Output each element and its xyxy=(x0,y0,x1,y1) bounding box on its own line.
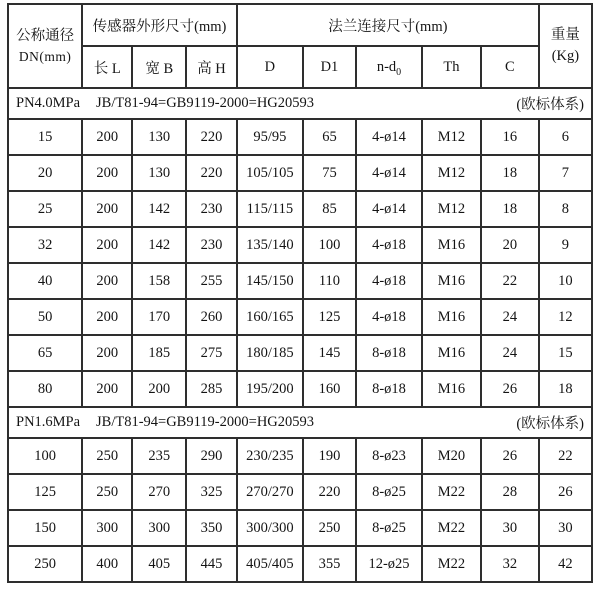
cell-weight-kg: 18 xyxy=(539,371,592,407)
cell-D1: 145 xyxy=(303,335,356,371)
cell-C: 22 xyxy=(481,263,539,299)
cell-C: 24 xyxy=(481,299,539,335)
cell-width-B: 142 xyxy=(132,191,186,227)
data-row xyxy=(8,191,592,227)
cell-Th: M22 xyxy=(422,510,481,546)
cell-height-H: 220 xyxy=(186,119,237,155)
header-height-H: 高 H xyxy=(186,46,237,88)
cell-D1: 65 xyxy=(303,119,356,155)
cell-weight-kg: 15 xyxy=(539,335,592,371)
cell-weight-kg: 8 xyxy=(539,191,592,227)
standard-system-note: (欧标体系) xyxy=(516,416,584,432)
cell-length-L: 200 xyxy=(82,227,132,263)
cell-width-B: 185 xyxy=(132,335,186,371)
cell-D1: 355 xyxy=(303,546,356,582)
cell-C: 28 xyxy=(481,474,539,510)
cell-dn: 150 xyxy=(8,510,82,546)
cell-weight-kg: 9 xyxy=(539,227,592,263)
section-header-cell xyxy=(8,407,592,438)
data-row xyxy=(8,371,592,407)
cell-weight-kg: 10 xyxy=(539,263,592,299)
cell-height-H: 445 xyxy=(186,546,237,582)
header-weight xyxy=(539,4,592,88)
cell-width-B: 130 xyxy=(132,119,186,155)
cell-dn: 40 xyxy=(8,263,82,299)
cell-C: 16 xyxy=(481,119,539,155)
cell-D: 145/150 xyxy=(237,263,303,299)
cell-n-d0: 4-ø14 xyxy=(356,155,422,191)
cell-width-B: 405 xyxy=(132,546,186,582)
data-row xyxy=(8,299,592,335)
cell-weight-kg: 6 xyxy=(539,119,592,155)
cell-n-d0: 4-ø14 xyxy=(356,191,422,227)
cell-Th: M22 xyxy=(422,474,481,510)
data-row xyxy=(8,227,592,263)
cell-height-H: 255 xyxy=(186,263,237,299)
cell-dn: 25 xyxy=(8,191,82,227)
cell-D1: 220 xyxy=(303,474,356,510)
cell-length-L: 250 xyxy=(82,438,132,474)
header-C: C xyxy=(481,46,539,88)
cell-dn: 32 xyxy=(8,227,82,263)
cell-Th: M16 xyxy=(422,299,481,335)
cell-C: 26 xyxy=(481,438,539,474)
cell-D: 230/235 xyxy=(237,438,303,474)
header-row-groups xyxy=(8,4,592,46)
header-n-d0: $n-d_0$ xyxy=(356,46,422,88)
cell-Th: M20 xyxy=(422,438,481,474)
cell-D: 180/185 xyxy=(237,335,303,371)
data-row xyxy=(8,438,592,474)
cell-C: 18 xyxy=(481,155,539,191)
table-body xyxy=(8,88,592,582)
cell-dn: 80 xyxy=(8,371,82,407)
cell-n-d0: 4-ø18 xyxy=(356,263,422,299)
standard-code-label: JB/T81-94=GB9119-2000=HG20593 xyxy=(96,414,315,430)
cell-weight-kg: 7 xyxy=(539,155,592,191)
cell-D1: 190 xyxy=(303,438,356,474)
cell-n-d0: 8-ø23 xyxy=(356,438,422,474)
cell-width-B: 270 xyxy=(132,474,186,510)
cell-weight-kg: 22 xyxy=(539,438,592,474)
data-row xyxy=(8,546,592,582)
cell-dn: 100 xyxy=(8,438,82,474)
cell-height-H: 275 xyxy=(186,335,237,371)
cell-width-B: 170 xyxy=(132,299,186,335)
cell-length-L: 300 xyxy=(82,510,132,546)
cell-height-H: 220 xyxy=(186,155,237,191)
cell-weight-kg: 26 xyxy=(539,474,592,510)
cell-length-L: 400 xyxy=(82,546,132,582)
cell-dn: 65 xyxy=(8,335,82,371)
cell-length-L: 200 xyxy=(82,191,132,227)
standard-code-label: JB/T81-94=GB9119-2000=HG20593 xyxy=(96,95,315,111)
spec-table xyxy=(7,3,593,583)
data-row xyxy=(8,155,592,191)
header-weight-line1: 重量 xyxy=(550,26,580,43)
section-header-row xyxy=(8,88,592,119)
header-Th: Th xyxy=(422,46,481,88)
cell-Th: M12 xyxy=(422,191,481,227)
header-nominal-diameter-line2: DN(mm) xyxy=(18,48,72,64)
cell-height-H: 285 xyxy=(186,371,237,407)
cell-length-L: 250 xyxy=(82,474,132,510)
cell-height-H: 350 xyxy=(186,510,237,546)
header-row-subcolumns xyxy=(8,46,592,88)
data-row xyxy=(8,263,592,299)
cell-dn: 250 xyxy=(8,546,82,582)
data-row xyxy=(8,510,592,546)
cell-dn: 20 xyxy=(8,155,82,191)
cell-Th: M12 xyxy=(422,119,481,155)
header-sensor-dimensions-group: 传感器外形尺寸(mm) xyxy=(82,4,237,46)
cell-length-L: 200 xyxy=(82,335,132,371)
cell-width-B: 130 xyxy=(132,155,186,191)
cell-length-L: 200 xyxy=(82,155,132,191)
cell-D1: 75 xyxy=(303,155,356,191)
cell-D: 300/300 xyxy=(237,510,303,546)
cell-height-H: 325 xyxy=(186,474,237,510)
cell-length-L: 200 xyxy=(82,371,132,407)
cell-D: 160/165 xyxy=(237,299,303,335)
cell-Th: M12 xyxy=(422,155,481,191)
cell-dn: 50 xyxy=(8,299,82,335)
section-header-cell xyxy=(8,88,592,119)
cell-C: 24 xyxy=(481,335,539,371)
cell-weight-kg: 12 xyxy=(539,299,592,335)
cell-width-B: 142 xyxy=(132,227,186,263)
pressure-rating-label: PN4.0MPa xyxy=(16,95,81,111)
cell-Th: M16 xyxy=(422,227,481,263)
data-row xyxy=(8,335,592,371)
cell-n-d0: 4-ø18 xyxy=(356,299,422,335)
cell-n-d0: 8-ø25 xyxy=(356,474,422,510)
header-length-L: 长 L xyxy=(82,46,132,88)
cell-n-d0: 12-ø25 xyxy=(356,546,422,582)
header-width-B: 宽 B xyxy=(132,46,186,88)
cell-weight-kg: 42 xyxy=(539,546,592,582)
cell-width-B: 300 xyxy=(132,510,186,546)
cell-D: 270/270 xyxy=(237,474,303,510)
cell-n-d0: 8-ø25 xyxy=(356,510,422,546)
cell-n-d0: 8-ø18 xyxy=(356,335,422,371)
header-D: D xyxy=(237,46,303,88)
cell-D: 105/105 xyxy=(237,155,303,191)
header-D1: D1 xyxy=(303,46,356,88)
cell-D: 405/405 xyxy=(237,546,303,582)
cell-length-L: 200 xyxy=(82,299,132,335)
cell-C: 20 xyxy=(481,227,539,263)
cell-weight-kg: 30 xyxy=(539,510,592,546)
cell-width-B: 235 xyxy=(132,438,186,474)
cell-n-d0: 8-ø18 xyxy=(356,371,422,407)
pressure-rating-label: PN1.6MPa xyxy=(16,414,81,430)
header-nominal-diameter-line1: 公称通径 xyxy=(16,27,75,44)
header-nominal-diameter xyxy=(8,4,82,88)
cell-n-d0: 4-ø14 xyxy=(356,119,422,155)
cell-width-B: 158 xyxy=(132,263,186,299)
cell-D1: 160 xyxy=(303,371,356,407)
cell-dn: 125 xyxy=(8,474,82,510)
cell-height-H: 260 xyxy=(186,299,237,335)
standard-system-note: (欧标体系) xyxy=(516,97,584,113)
cell-C: 32 xyxy=(481,546,539,582)
cell-Th: M16 xyxy=(422,371,481,407)
cell-D1: 125 xyxy=(303,299,356,335)
cell-D: 195/200 xyxy=(237,371,303,407)
cell-n-d0: 4-ø18 xyxy=(356,227,422,263)
cell-height-H: 230 xyxy=(186,227,237,263)
cell-D1: 110 xyxy=(303,263,356,299)
cell-height-H: 230 xyxy=(186,191,237,227)
header-weight-line2: (Kg) xyxy=(551,48,580,64)
cell-Th: M16 xyxy=(422,335,481,371)
header-flange-connection-group: 法兰连接尺寸(mm) xyxy=(237,4,539,46)
cell-Th: M16 xyxy=(422,263,481,299)
data-row xyxy=(8,474,592,510)
cell-height-H: 290 xyxy=(186,438,237,474)
cell-dn: 15 xyxy=(8,119,82,155)
cell-D1: 85 xyxy=(303,191,356,227)
cell-D: 115/115 xyxy=(237,191,303,227)
cell-length-L: 200 xyxy=(82,119,132,155)
cell-C: 26 xyxy=(481,371,539,407)
cell-D: 95/95 xyxy=(237,119,303,155)
cell-C: 18 xyxy=(481,191,539,227)
section-header-row xyxy=(8,407,592,438)
cell-D1: 250 xyxy=(303,510,356,546)
cell-C: 30 xyxy=(481,510,539,546)
cell-length-L: 200 xyxy=(82,263,132,299)
cell-width-B: 200 xyxy=(132,371,186,407)
data-row xyxy=(8,119,592,155)
cell-Th: M22 xyxy=(422,546,481,582)
cell-D1: 100 xyxy=(303,227,356,263)
cell-D: 135/140 xyxy=(237,227,303,263)
